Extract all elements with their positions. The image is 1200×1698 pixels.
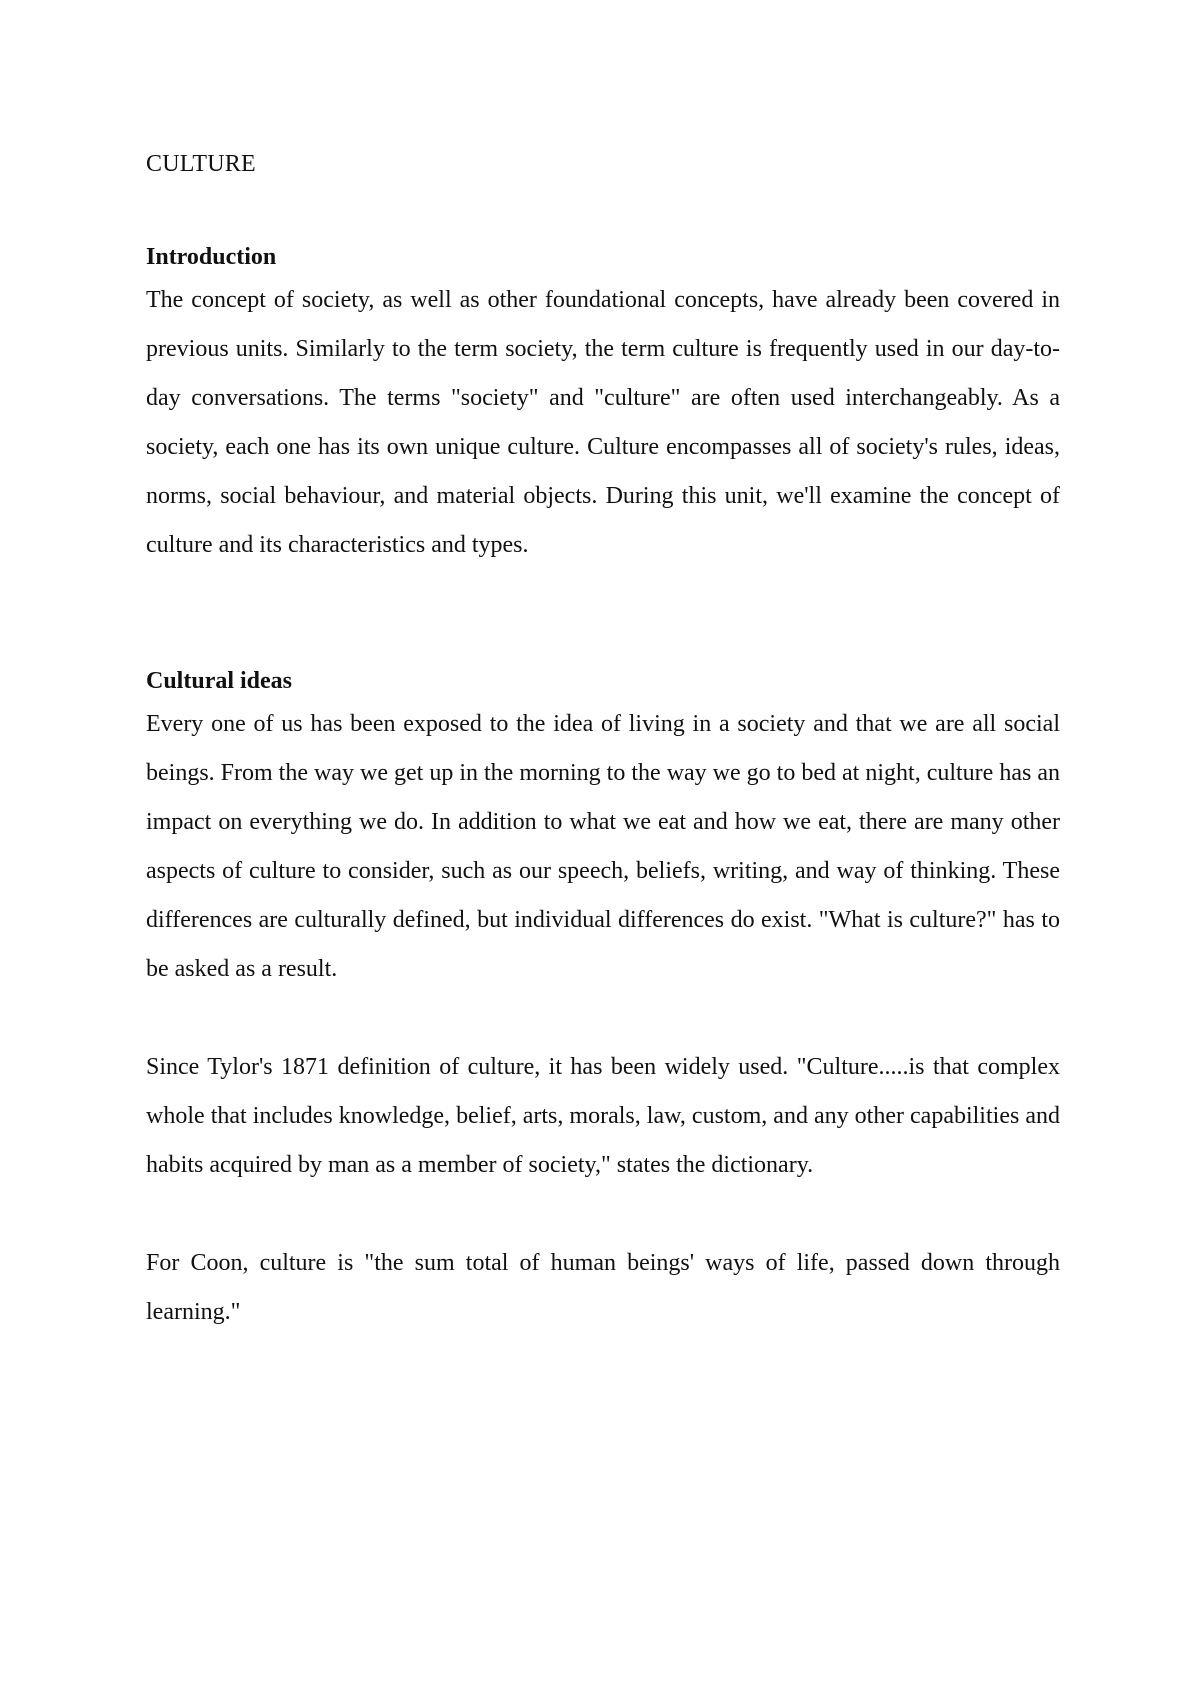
document-page: [146, 146, 1060, 1337]
paragraph: The concept of society, as well as other foundational concepts, have already been covered in previous units. Similarly to the term society, the term culture is frequently used in our day-to-day conversations. The terms "society" and "culture" are often used interchangeably. As a society, each one has its own unique culture. Culture encompasses all of society's rules, ideas, norms, social behaviour, and material objects. During this unit, we'll examine the concept of culture and its characteristics and types.: [146, 287, 1060, 558]
section-heading: Introduction: [146, 244, 277, 270]
paragraph: For Coon, culture is "the sum total of human beings' ways of life, passed down through learning.": [146, 1250, 1060, 1325]
document-title: CULTURE: [146, 151, 256, 177]
section-spacer: [146, 570, 1060, 666]
section-heading: Cultural ideas: [146, 668, 293, 694]
paragraph-spacer: [146, 1190, 1060, 1239]
section-introduction: [146, 242, 1060, 570]
paragraph: Every one of us has been exposed to the idea of living in a society and that we are all social beings. From the way we get up in the morning to the way we go to bed at night, culture has an impact on everything we do. In addition to what we eat and how we eat, there are many other aspects of culture to consider, such as our speech, beliefs, writing, and way of thinking. These differences are culturally defined, but individual differences do exist. "What is culture?" has to be asked as a result.: [146, 711, 1060, 982]
paragraph: Since Tylor's 1871 definition of culture, it has been widely used. "Culture.....is that complex whole that includes knowledge, belief, arts, morals, law, custom, and any other capabilities and habits acquired by man as a member of society," states the dictionary.: [146, 1054, 1060, 1178]
paragraph-spacer: [146, 994, 1060, 1043]
section-cultural-ideas: [146, 666, 1060, 1337]
